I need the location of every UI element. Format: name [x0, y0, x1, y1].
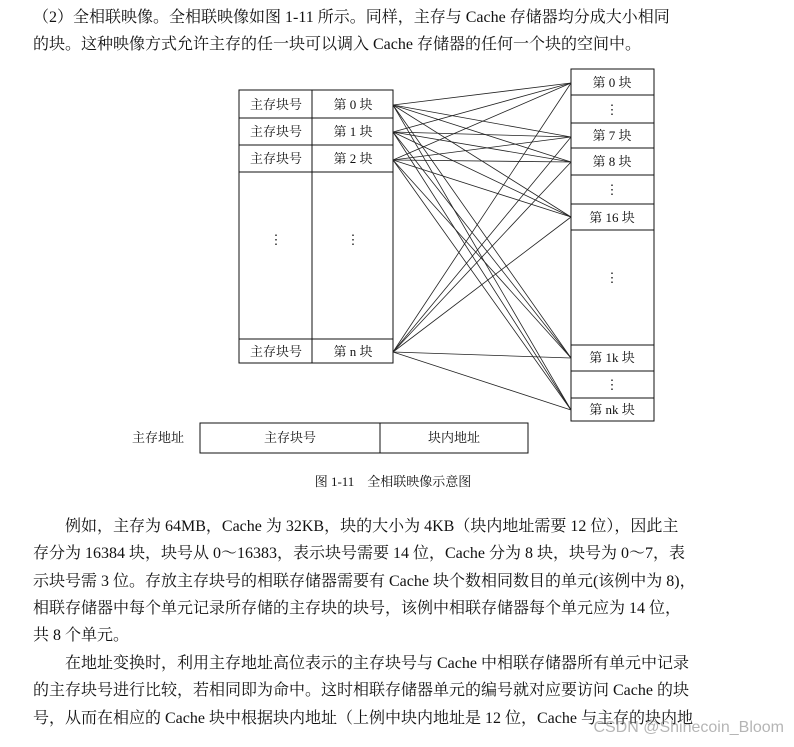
mapping-line	[393, 105, 571, 137]
cache-row-1k: 第 1k 块	[589, 350, 635, 365]
cache-row-0: 第 0 块	[592, 75, 632, 90]
main-row-0-tag: 主存块号	[249, 97, 303, 112]
mapping-line	[393, 217, 571, 352]
paragraph3-line-3: 号，从而在相应的 Cache 块中根据块内地址（上例中块内地址是 12 位，Cache 与主存的块内地	[33, 710, 693, 727]
figure-caption: 图 1-11 全相联映像示意图	[314, 474, 472, 489]
address-label: 主存地址	[131, 430, 185, 445]
paragraph2-line-4: 相联存储器中每个单元记录所存储的主存块的块号，该例中相联存储器每个单元应为 14 位，	[33, 600, 682, 617]
mapping-line	[393, 160, 571, 217]
main-row-2-block: 第 2 块	[333, 151, 373, 166]
cache-row-8: 第 8 块	[592, 154, 632, 169]
mapping-line	[393, 132, 571, 217]
mapping-line	[393, 352, 571, 410]
paragraph1-line-2: 的块。这种映像方式允许主存的任一块可以调入 Cache 存储器的任何一个块的空间中。	[33, 36, 641, 53]
paragraph2-line-2: 存分为 16384 块，块号从 0～16383，表示块号需要 14 位，Cache 分为 8 块，块号为 0～7，表	[33, 545, 685, 562]
mapping-line	[393, 83, 571, 105]
mapping-line	[393, 160, 571, 162]
cache-row-16: 第 16 块	[589, 210, 635, 225]
cache-row-7: 第 7 块	[592, 128, 632, 143]
cache-row-ellipsis-4: ⋮	[605, 377, 619, 392]
mapping-line	[393, 132, 571, 410]
address-field-offset: 块内地址	[427, 430, 481, 445]
mapping-line	[393, 352, 571, 358]
mapping-lines	[393, 83, 571, 410]
mapping-line	[393, 160, 571, 358]
watermark: CSDN @Shinecoin_Bloom	[593, 719, 784, 736]
main-row-ellipsis-tag: ⋮	[269, 232, 283, 247]
paragraph3-line-1: 在地址变换时，利用主存地址高位表示的主存块号与 Cache 中相联存储器所有单元中记录	[65, 655, 689, 672]
mapping-line	[393, 83, 571, 132]
main-row-ellipsis-block: ⋮	[346, 232, 360, 247]
paragraph3-line-2: 的主存块号进行比较，若相同即为命中。这时相联存储器单元的编号就对应要访问 Cache 的块	[33, 682, 689, 699]
main-row-2-tag: 主存块号	[249, 151, 303, 166]
main-row-0-block: 第 0 块	[333, 97, 373, 112]
paragraph1-line-1: （2）全相联映像。全相联映像如图 1-11 所示。同样，主存与 Cache 存储器均分成大小相同	[33, 9, 670, 26]
cache-table	[571, 69, 654, 421]
paragraph2-line-5: 共 8 个单元。	[33, 627, 130, 644]
address-field-block-number: 主存块号	[263, 430, 317, 445]
main-row-n-block: 第 n 块	[333, 344, 373, 359]
paragraph2-line-1: 例如，主存为 64MB，Cache 为 32KB，块的大小为 4KB（块内地址需要 12 位），因此主	[65, 518, 679, 535]
mapping-line	[393, 83, 571, 352]
cache-row-ellipsis-2: ⋮	[605, 182, 619, 197]
mapping-line	[393, 105, 571, 162]
cache-row-nk: 第 nk 块	[589, 402, 635, 417]
main-row-1-tag: 主存块号	[249, 124, 303, 139]
cache-row-ellipsis-1: ⋮	[605, 102, 619, 117]
cache-row-ellipsis-3: ⋮	[605, 270, 619, 285]
main-row-1-block: 第 1 块	[333, 124, 373, 139]
main-row-n-tag: 主存块号	[249, 344, 303, 359]
paragraph2-line-3: 示块号需 3 位。存放主存块号的相联存储器需要有 Cache 块个数相同数目的单元(该例中为 8)，	[33, 573, 696, 590]
